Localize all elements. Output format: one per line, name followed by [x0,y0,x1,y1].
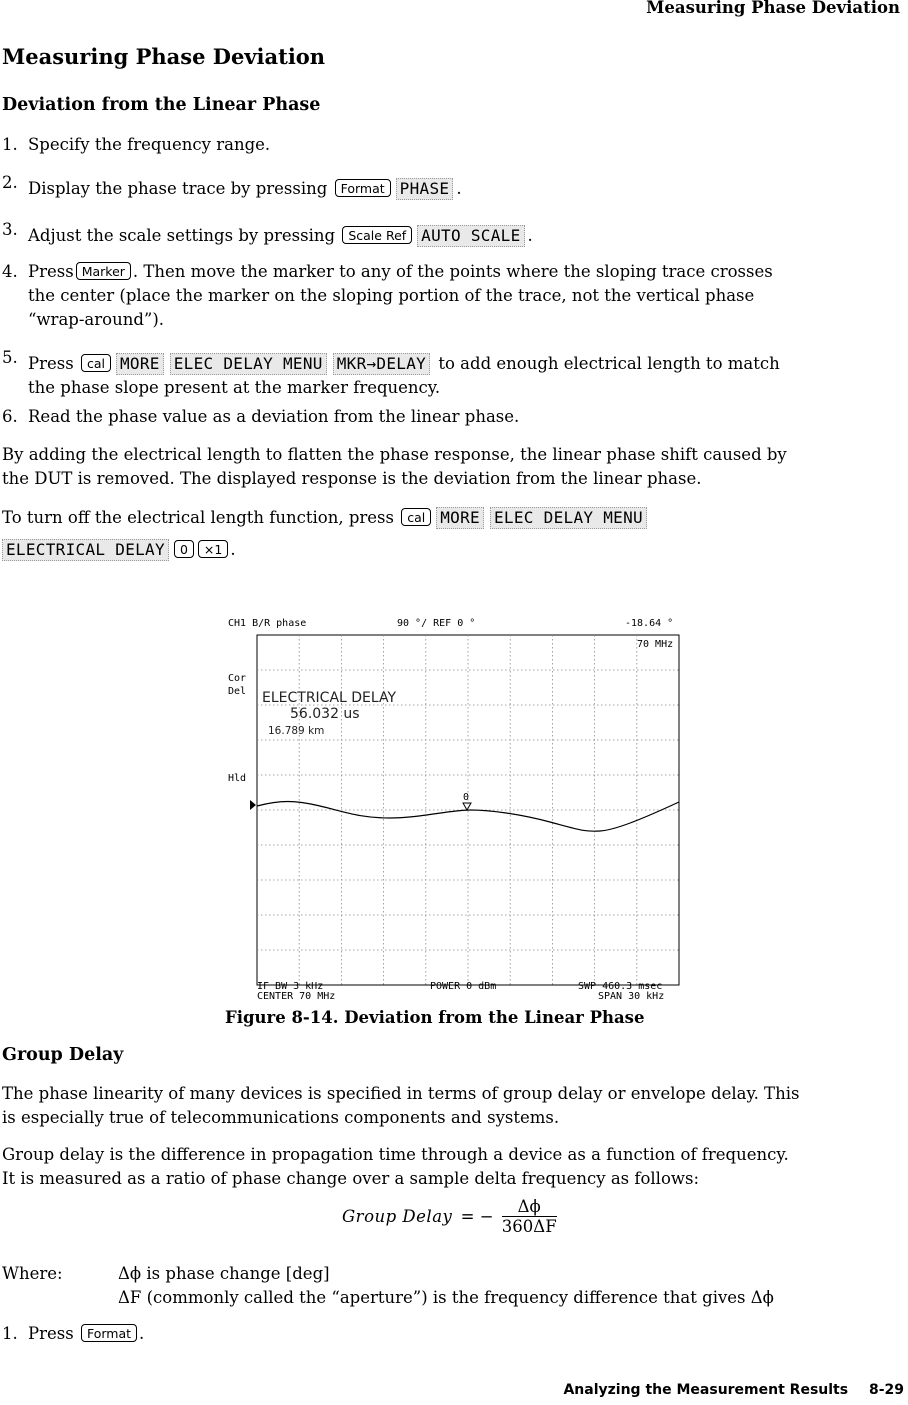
if-bw-label: IF BW 3 kHz [257,981,324,992]
scale-label: 90 °/ REF 0 ° [397,618,476,629]
elec-delay-menu-softkey[interactable]: ELEC DELAY MENU [490,507,647,529]
scale-ref-hardkey[interactable]: Scale Ref [342,226,412,244]
step-text: Adjust the scale settings by pressing [28,226,336,245]
step-number: 2. [2,173,18,192]
page-footer [563,1382,904,1398]
cal-hardkey[interactable]: cal [401,508,431,526]
more-softkey[interactable]: MORE [116,353,164,375]
step-3: 3. Adjust the scale settings by pressing Scale Ref AUTO SCALE . [2,220,533,245]
auto-scale-softkey[interactable]: AUTO SCALE [417,225,524,247]
equation-denominator: 360ΔF [501,1217,557,1236]
page-number: 8-29 [868,1382,904,1398]
zero-hardkey[interactable]: 0 [174,540,194,558]
format-hardkey[interactable]: Format [335,179,391,197]
paragraph: The phase linearity of many devices is specified in terms of group delay or envelope delay. This is especially true of telecommunications components and systems. [2,1084,800,1127]
hld-indicator: Hld [228,773,247,784]
electrical-delay-label: ELECTRICAL DELAY [262,690,397,706]
center-frequency-label: CENTER 70 MHz [257,991,336,1002]
step-number: 5. [2,348,18,367]
figure-caption: Figure 8-14. Deviation from the Linear Phase [225,1008,645,1027]
section-title: Measuring Phase Deviation [2,44,326,69]
where-definitions: Δϕ is phase change [deg] ΔF (commonly called the “aperture”) is the frequency difference that gives Δϕ [118,1264,774,1307]
footer-title: Analyzing the Measurement Results [563,1382,849,1398]
step-text: Display the phase trace by pressing [28,179,328,198]
electrical-delay-value: 56.032 us [290,706,360,722]
del-indicator: Del [228,686,247,697]
step-number: 1. [2,135,18,154]
cal-hardkey[interactable]: cal [81,354,111,372]
power-label: POWER 0 dBm [430,981,497,992]
step-1 [2,133,270,157]
group-delay-equation: Group Delay = − $\frac{\Delta\phi}{360\Delta F}$ [342,1197,557,1236]
marker-hardkey[interactable]: Marker [76,262,131,280]
step-6: 6. Read the phase value as a deviation from the linear phase. [2,405,519,429]
mkr-delay-softkey[interactable]: MKR→DELAY [333,353,430,375]
running-header: Measuring Phase Deviation [646,0,900,17]
step-5: 5. Press cal MORE ELEC DELAY MENU MKR→DELAY to add enough electrical length to match the phase slope present at the marker frequency. [2,348,780,397]
subsection-title: Deviation from the Linear Phase [2,95,321,115]
where-label: Where: [2,1264,63,1283]
more-softkey[interactable]: MORE [436,507,484,529]
step-2: 2. Display the phase trace by pressing Format PHASE . [2,173,462,198]
sweep-time-label: SWP 460.3 msec [578,981,663,992]
step-number: 6. [2,407,18,426]
analyzer-screen-figure [220,610,690,1005]
step-4: 4. Press Marker . Then move the marker to any of the points where the sloping trace crosses the center (place the marker on the sloping portion of the trace, not the vertical phase “wrap-around”). [2,262,773,329]
marker-number: 0 [463,792,470,803]
span-label: SPAN 30 kHz [598,991,665,1002]
marker-frequency: 70 MHz [637,639,674,650]
channel-label: CH1 B/R phase [228,618,307,629]
elec-delay-menu-softkey[interactable]: ELEC DELAY MENU [170,353,327,375]
step-1-group-delay: 1. Press Format . [2,1324,145,1343]
paragraph-turn-off: To turn off the electrical length function, press cal MORE ELEC DELAY MENU ELECTRICAL DELAY 0 ×1 . [2,506,650,562]
electrical-delay-softkey[interactable]: ELECTRICAL DELAY [2,539,169,561]
electrical-length-km: 16.789 km [268,725,325,737]
step-number: 4. [2,262,18,281]
equation-numerator: Δϕ [502,1197,557,1217]
format-hardkey[interactable]: Format [81,1324,137,1342]
cor-indicator: Cor [228,673,247,684]
reference-arrow-icon [250,800,256,810]
paragraph: Group delay is the difference in propagation time through a device as a function of frequency. It is measured as a ratio of phase change over a sample delta frequency as follows: [2,1145,789,1188]
paragraph: By adding the electrical length to flatten the phase response, the linear phase shift caused by the DUT is removed. The displayed response is the deviation from the linear phase. [2,445,787,488]
step-text: Specify the frequency range. [28,135,271,154]
step-number: 3. [2,220,18,239]
phase-softkey[interactable]: PHASE [396,178,454,200]
marker-triangle-icon [463,803,471,810]
times-one-hardkey[interactable]: ×1 [198,540,228,558]
subsection-title: Group Delay [2,1045,124,1065]
marker-value: -18.64 ° [625,618,674,629]
